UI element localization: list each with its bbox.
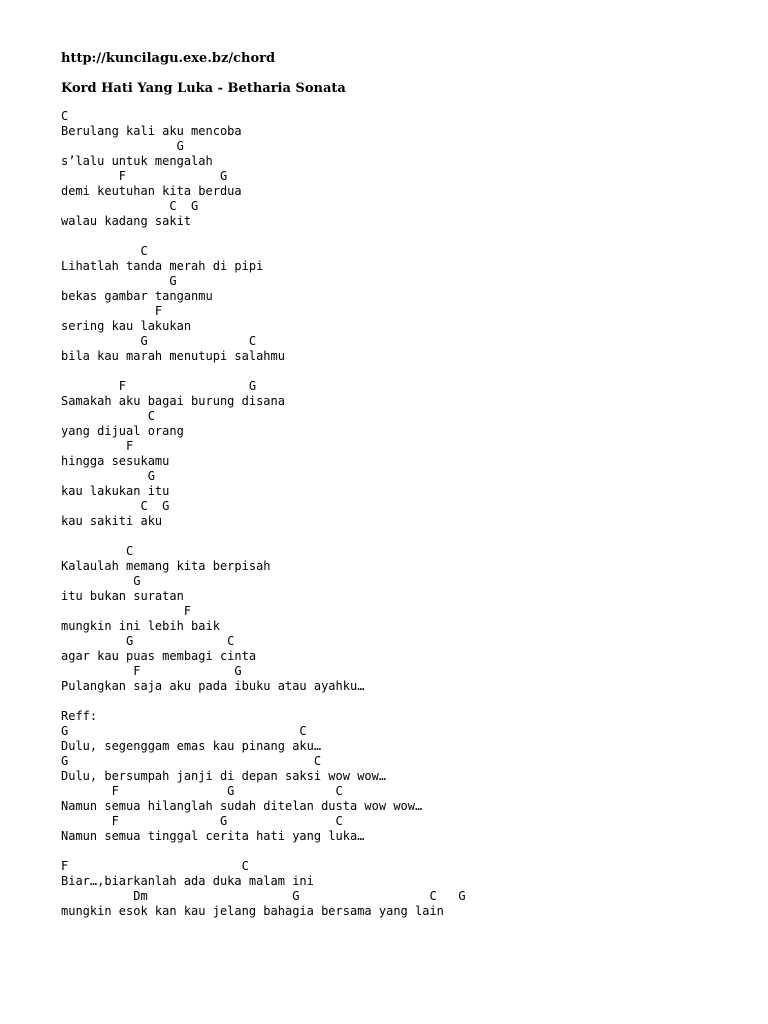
chord-line: G C (61, 634, 235, 648)
lyric-line: Dulu, bersumpah janji di depan saksi wow wow… (61, 769, 387, 783)
chord-line: F (61, 604, 192, 618)
lyric-line: sering kau lakukan (61, 319, 192, 333)
chord-line: G (61, 139, 184, 153)
lyric-line: bekas gambar tanganmu (61, 289, 213, 303)
lyric-line: Lihatlah tanda merah di pipi (61, 259, 264, 273)
chord-sheet-page (61, 51, 751, 919)
blank-line (61, 694, 751, 709)
lyric-line: Samakah aku bagai burung disana (61, 394, 285, 408)
chord-line: C (61, 409, 155, 423)
chord-line: C (61, 109, 69, 123)
lyric-line: Berulang kali aku mencoba (61, 124, 242, 138)
blank-line (61, 844, 751, 859)
lyric-line: demi keutuhan kita berdua (61, 184, 242, 198)
lyric-line: hingga sesukamu (61, 454, 170, 468)
chord-lyrics-body (61, 109, 751, 919)
chord-line: F G (61, 664, 242, 678)
lyric-line: mungkin ini lebih baik (61, 619, 220, 633)
chord-line: F G C (61, 814, 343, 828)
chord-line: C G (61, 199, 199, 213)
chord-line: F G (61, 169, 228, 183)
lyric-line: Namun semua tinggal cerita hati yang luka… (61, 829, 365, 843)
chord-line: F C (61, 859, 249, 873)
source-url: http://kuncilagu.exe.bz/chord (61, 51, 276, 66)
chord-line: F (61, 439, 134, 453)
lyric-line: Reff: (61, 709, 98, 723)
chord-line: F (61, 304, 163, 318)
chord-line: F G C (61, 784, 343, 798)
chord-line: G C (61, 754, 322, 768)
chord-line: F G (61, 379, 257, 393)
lyric-line: mungkin esok kan kau jelang bahagia bersama yang lain (61, 904, 444, 918)
lyric-line: itu bukan suratan (61, 589, 184, 603)
chord-line: G (61, 574, 141, 588)
chord-line: Dm G C G (61, 889, 466, 903)
lyric-line: s’lalu untuk mengalah (61, 154, 213, 168)
lyric-line: yang dijual orang (61, 424, 184, 438)
chord-line: G C (61, 724, 307, 738)
lyric-line: agar kau puas membagi cinta (61, 649, 257, 663)
song-title: Kord Hati Yang Luka - Betharia Sonata (61, 81, 346, 96)
lyric-line: bila kau marah menutupi salahmu (61, 349, 285, 363)
blank-line (61, 229, 751, 244)
chord-line: G (61, 274, 177, 288)
lyric-line: Namun semua hilanglah sudah ditelan dusta wow wow… (61, 799, 423, 813)
chord-line: C (61, 244, 148, 258)
chord-line: G C (61, 334, 257, 348)
lyric-line: Biar…,biarkanlah ada duka malam ini (61, 874, 314, 888)
chord-line: C (61, 544, 134, 558)
blank-line (61, 364, 751, 379)
chord-line: G (61, 469, 155, 483)
blank-line (61, 529, 751, 544)
lyric-line: Dulu, segenggam emas kau pinang aku… (61, 739, 322, 753)
lyric-line: Kalaulah memang kita berpisah (61, 559, 271, 573)
chord-line: C G (61, 499, 170, 513)
lyric-line: Pulangkan saja aku pada ibuku atau ayahku… (61, 679, 365, 693)
lyric-line: walau kadang sakit (61, 214, 192, 228)
lyric-line: kau lakukan itu (61, 484, 170, 498)
lyric-line: kau sakiti aku (61, 514, 163, 528)
